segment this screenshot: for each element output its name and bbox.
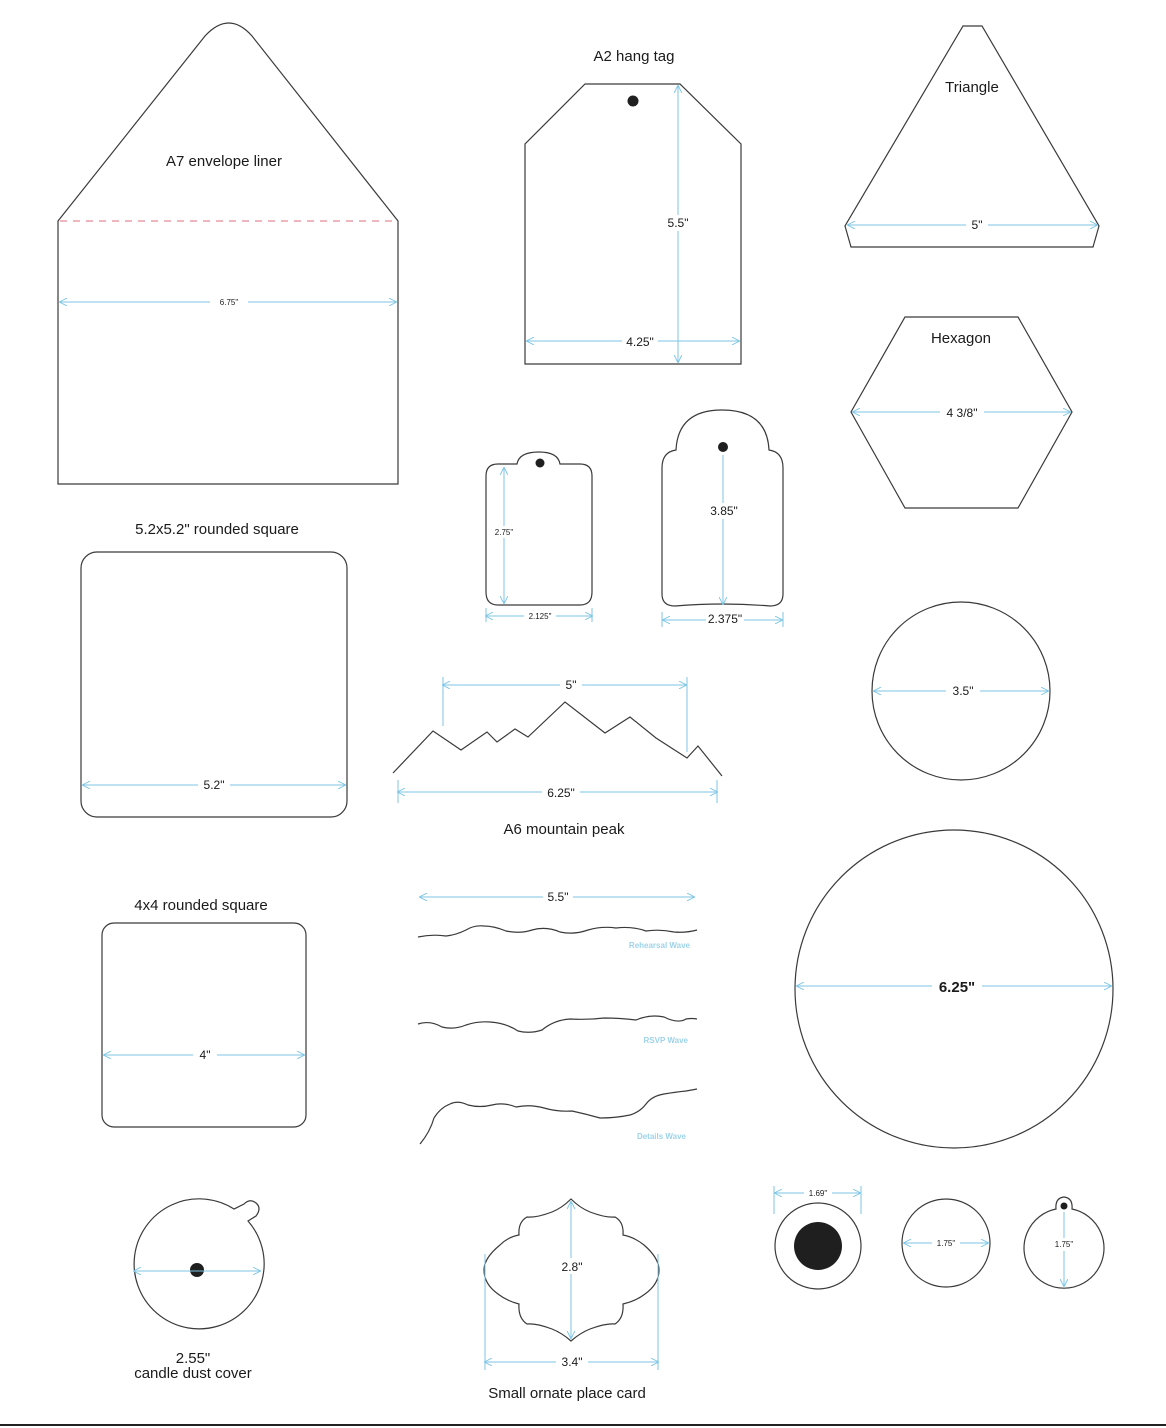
hang-tag-outline — [525, 84, 741, 364]
small-tag-hole — [536, 459, 545, 468]
envelope-liner-title: A7 envelope liner — [166, 153, 282, 170]
candle-cover-hole — [190, 1263, 204, 1277]
circle-35-template — [872, 602, 1050, 780]
small-tag-template — [486, 452, 592, 622]
hexagon-template — [851, 317, 1072, 508]
rounded-square-4-title: 4x4 rounded square — [134, 897, 268, 914]
mountain-peak-title: A6 mountain peak — [503, 821, 625, 838]
candle-cover-size: 2.55" — [175, 1350, 211, 1367]
ornate-card-width-label: 3.4" — [561, 1355, 583, 1369]
scallop-tag-width-label: 2.375" — [707, 612, 743, 626]
candle-cover-title: candle dust cover — [134, 1365, 252, 1382]
triangle-outline — [845, 26, 1099, 247]
circle-625-width-label: 6.25" — [938, 979, 976, 996]
plain-circle-template — [902, 1199, 990, 1287]
ornate-card-title: Small ornate place card — [488, 1385, 646, 1402]
tag-circle-hole — [1061, 1203, 1068, 1210]
hang-tag-template — [525, 48, 741, 364]
mountain-top-width-label: 5" — [565, 678, 577, 692]
circle-35-width-label: 3.5" — [952, 684, 974, 698]
rounded-square-4-outline — [102, 923, 306, 1127]
hexagon-title: Hexagon — [930, 330, 992, 347]
triangle-template — [845, 26, 1099, 247]
small-tag-width-label: 2.125" — [528, 612, 552, 621]
scallop-tag-hole — [718, 442, 728, 452]
tag-circle-template — [1024, 1197, 1104, 1288]
rounded-square-4-template — [102, 897, 306, 1127]
circle-625-template — [795, 830, 1113, 1148]
envelope-liner-template — [58, 23, 398, 484]
bottom-rule — [0, 1424, 1166, 1426]
rounded-square-52-title: 5.2x5.2" rounded square — [135, 521, 299, 538]
ring-circle-center — [794, 1222, 842, 1270]
ornate-card-height-label: 2.8" — [561, 1260, 583, 1274]
small-tag-height-label: 2.75" — [494, 528, 514, 537]
hang-tag-width-label: 4.25" — [626, 335, 654, 349]
hang-tag-hole — [628, 96, 639, 107]
plain-circle-width-label: 1.75" — [936, 1239, 956, 1248]
waves-template — [418, 890, 697, 1144]
hang-tag-height-label: 5.5" — [667, 216, 689, 230]
ring-circle-template — [774, 1186, 861, 1289]
waves-width-label: 5.5" — [547, 890, 569, 904]
triangle-title: Triangle — [945, 79, 999, 96]
rounded-square-4-width-label: 4" — [199, 1048, 211, 1062]
details-wave-label: Details Wave — [636, 1132, 686, 1141]
mountain-peak-outline — [393, 702, 722, 776]
rehearsal-wave-label: Rehearsal Wave — [628, 941, 690, 950]
envelope-liner-outline — [58, 23, 398, 484]
triangle-width-label: 5" — [971, 218, 983, 232]
rsvp-wave-label: RSVP Wave — [643, 1036, 688, 1045]
rounded-square-52-template — [81, 521, 347, 817]
rsvp-wave-outline — [418, 1016, 697, 1032]
ornate-card-template — [484, 1199, 659, 1402]
hang-tag-title: A2 hang tag — [593, 48, 675, 65]
rounded-square-52-width-label: 5.2" — [203, 778, 225, 792]
envelope-width-label: 6.75" — [219, 298, 239, 307]
mountain-width-label: 6.25" — [547, 786, 575, 800]
hexagon-width-label: 4 3/8" — [946, 406, 978, 420]
candle-cover-template — [134, 1199, 264, 1382]
ring-circle-width-label: 1.69" — [808, 1189, 828, 1198]
tag-circle-height-label: 1.75" — [1054, 1240, 1074, 1249]
rehearsal-wave-outline — [418, 926, 697, 937]
scallop-tag-height-label: 3.85" — [710, 504, 738, 518]
scallop-tag-template — [662, 410, 783, 627]
mountain-peak-template — [393, 677, 722, 838]
